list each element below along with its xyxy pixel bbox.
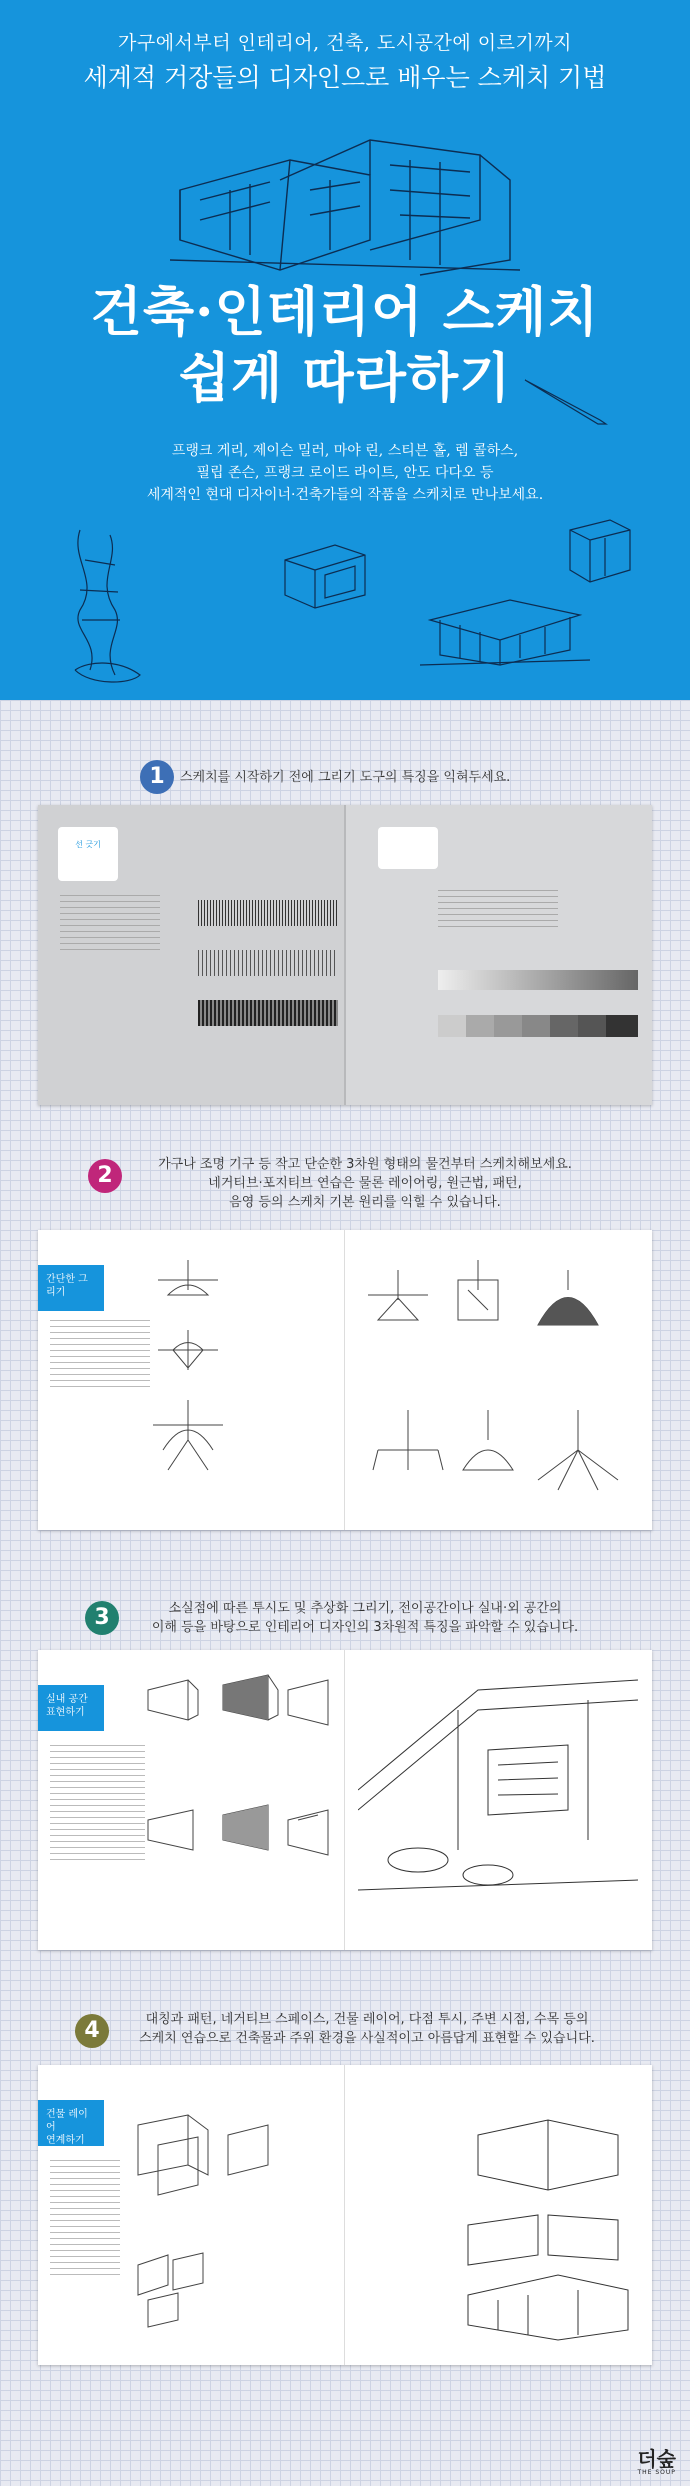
- step-number-badge: 1: [140, 760, 174, 794]
- section-tab-label: 표현하기: [46, 1707, 85, 1718]
- page-gutter: [344, 1650, 345, 1950]
- cover-title-line-1: 건축·인테리어 스케치: [90, 281, 600, 343]
- page-gutter: [344, 805, 346, 1105]
- lamp-sketch-figures: [148, 1250, 338, 1510]
- publisher-name: 더숲: [637, 2447, 676, 2471]
- section-tab: [378, 827, 438, 869]
- step-description-line: 음영 등의 스케치 기본 원리를 익힐 수 있습니다.: [229, 1195, 501, 1210]
- section-tab-label: 연계하기: [46, 2135, 85, 2146]
- step-description-line: 네거티브·포지티브 연습은 물론 레이어링, 원근법, 패턴,: [208, 1176, 522, 1191]
- section-tab: [58, 827, 118, 881]
- pencil-stroke-sample: [198, 1000, 338, 1026]
- page-gutter: [344, 2065, 345, 2365]
- section-tab-label: 간단한 그리기: [46, 1274, 88, 1298]
- section-tab: [38, 1685, 104, 1731]
- chandelier-sketch-figures: [368, 1410, 638, 1510]
- chair-sketch-illustration: [60, 520, 150, 690]
- body-text-block: [50, 1745, 145, 1865]
- cover-tagline-1: 가구에서부터 인테리어, 건축, 도시공간에 이르기까지: [117, 32, 573, 54]
- shading-gradient-sample: [438, 970, 638, 990]
- content-preview-section: [0, 700, 690, 2486]
- architecture-sketches: [458, 2105, 638, 2345]
- step-description-line: 스케치를 시작하기 전에 그리기 도구의 특징을 익혀두세요.: [180, 770, 511, 785]
- publisher-sub: THE SOUP: [637, 2469, 676, 2476]
- step-2-page-spread: [38, 1230, 652, 1530]
- lampshade-sketch-figures: [368, 1250, 638, 1400]
- step-description: [180, 768, 560, 787]
- step-4-page-spread: [38, 2065, 652, 2365]
- pencil-stroke-sample: [198, 900, 338, 926]
- step-description-line: 이해 등을 바탕으로 인테리어 디자인의 3차원적 특징을 파악할 수 있습니다.: [151, 1620, 579, 1635]
- section-tab-label: 선 긋기: [75, 840, 101, 849]
- cover-description-line: 세계적인 현대 디자이너·건축가들의 작품을 스케치로 만나보세요.: [146, 487, 544, 503]
- tower-sketch-illustration: [560, 510, 640, 590]
- body-text-block: [50, 1320, 150, 1390]
- step-description-line: 소실점에 따른 투시도 및 추상화 그리기, 전이공간이나 실내·외 공간의: [168, 1601, 562, 1616]
- cover-description-line: 필립 존슨, 프랭크 로이드 라이트, 안도 다다오 등: [196, 465, 494, 481]
- section-tab-label: 실내 공간: [46, 1694, 88, 1705]
- body-text-block: [60, 895, 160, 955]
- pencil-icon: [520, 370, 610, 430]
- book-cover: [0, 0, 690, 700]
- building-sketch-illustration: [170, 120, 530, 280]
- cover-description: [0, 440, 690, 506]
- publisher-logo: [637, 2449, 676, 2476]
- section-tab: [38, 2100, 104, 2146]
- section-tab: [38, 1265, 104, 1311]
- cover-title-line-2: 쉽게 따라하기: [178, 347, 512, 409]
- step-3-page-spread: [38, 1650, 652, 1950]
- step-description-line: 가구나 조명 기구 등 작고 단순한 3차원 형태의 물건부터 스케치해보세요.: [158, 1157, 572, 1172]
- building-layer-sketches: [128, 2105, 338, 2345]
- page-gutter: [344, 1230, 345, 1530]
- step-1-page-spread: [38, 805, 652, 1105]
- cover-tagline-2: 세계적 거장들의 디자인으로 배우는 스케치 기법: [83, 63, 607, 92]
- step-description-line: 대칭과 패턴, 네거티브 스페이스, 건물 레이어, 다점 투시, 주변 시점, 수목 등의: [145, 2012, 589, 2027]
- body-text-block: [50, 2160, 120, 2280]
- perspective-box-sketches: [138, 1670, 338, 1910]
- section-tab-label: 건물 레이어: [46, 2109, 88, 2133]
- step-description: [120, 1599, 610, 1637]
- step-description: [112, 2010, 622, 2048]
- cover-description-line: 프랭크 게리, 제이슨 밀러, 마야 린, 스티븐 홀, 렘 콜하스,: [171, 443, 519, 459]
- furniture-sketch-illustration: [280, 540, 370, 610]
- step-number-badge: 3: [85, 1601, 119, 1635]
- step-description: [125, 1155, 605, 1212]
- step-number-badge: 4: [75, 2014, 109, 2048]
- body-text-block: [438, 890, 558, 930]
- step-description-line: 스케치 연습으로 건축물과 주위 환경을 사실적이고 아름답게 표현할 수 있습니다.: [139, 2031, 595, 2046]
- interior-space-sketch: [358, 1670, 638, 1900]
- step-number-badge: 2: [88, 1159, 122, 1193]
- pencil-stroke-sample: [198, 950, 338, 976]
- tonal-value-scale: [438, 1015, 638, 1037]
